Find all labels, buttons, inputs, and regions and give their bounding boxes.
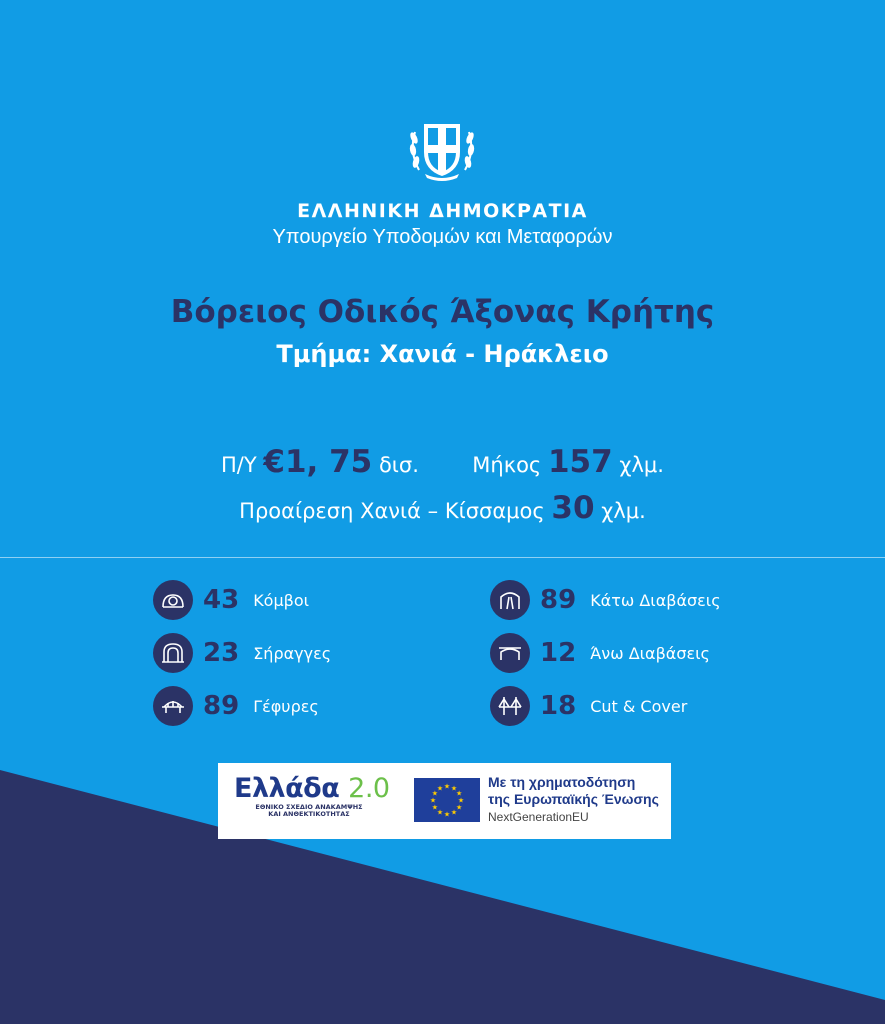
eu-line-2: της Ευρωπαϊκής Ένωσης <box>488 791 659 807</box>
stat-label: Κόμβοι <box>253 590 310 610</box>
eu-line-3: NextGenerationEU <box>488 810 589 824</box>
underpass-icon <box>490 580 530 620</box>
project-title: Βόρειος Οδικός Άξονας Κρήτης <box>170 294 715 330</box>
budget-value: €1, 75 <box>263 444 373 480</box>
budget-length-line <box>0 444 885 480</box>
length-value: 157 <box>547 444 613 480</box>
eu-star: ★ <box>431 803 439 812</box>
bridge-icon <box>153 686 193 726</box>
greece-logo-title: Ελλάδα 2.0 <box>234 773 390 804</box>
greek-coat-of-arms-icon <box>405 112 479 186</box>
extension-unit: χλμ. <box>601 499 646 523</box>
stat-label: Σήραγγες <box>253 643 332 663</box>
junction-icon <box>153 580 193 620</box>
stat-label: Κάτω Διαβάσεις <box>590 590 721 610</box>
stat-tunnels <box>153 633 331 673</box>
tunnel-icon <box>153 633 193 673</box>
eu-flag-icon <box>414 778 480 822</box>
funding-logos <box>218 763 671 839</box>
eu-star: ★ <box>436 808 444 817</box>
republic-title: ΕΛΛΗΝΙΚΗ ΔΗΜΟΚΡΑΤΙΑ <box>297 200 588 222</box>
eu-star: ★ <box>443 782 451 791</box>
stat-number: 12 <box>540 638 577 668</box>
extension-line <box>0 490 885 526</box>
cut-and-cover-icon <box>490 686 530 726</box>
greece-2-0-logo <box>234 773 390 818</box>
stat-label: Cut & Cover <box>590 696 688 716</box>
budget-unit: δισ. <box>378 453 419 477</box>
stat-label: Γέφυρες <box>253 696 319 716</box>
stat-number: 89 <box>203 691 240 721</box>
extension-value: 30 <box>551 490 595 526</box>
stat-underpasses <box>490 580 721 620</box>
greece-logo-subtitle-2: ΚΑΙ ΑΝΘΕΚΤΙΚΟΤΗΤΑΣ <box>268 810 350 818</box>
length-label: Μήκος <box>472 453 542 477</box>
stat-number: 43 <box>203 585 240 615</box>
stat-number: 89 <box>540 585 577 615</box>
eu-star: ★ <box>457 796 465 805</box>
eu-star: ★ <box>455 803 463 812</box>
length-unit: χλμ. <box>619 453 664 477</box>
stat-junctions <box>153 580 309 620</box>
eu-star: ★ <box>450 808 458 817</box>
eu-funding-text <box>488 774 659 826</box>
stat-bridges <box>153 686 319 726</box>
stat-number: 18 <box>540 691 577 721</box>
eu-line-1: Με τη χρηματοδότηση <box>488 774 636 790</box>
divider <box>0 557 885 558</box>
eu-star: ★ <box>429 796 437 805</box>
project-section: Τμήμα: Χανιά - Ηράκλειο <box>276 340 609 368</box>
eu-star: ★ <box>450 784 458 793</box>
stat-label: Άνω Διαβάσεις <box>590 643 710 663</box>
budget-label: Π/Υ <box>221 453 257 477</box>
stat-cut-and-cover <box>490 686 687 726</box>
extension-label: Προαίρεση Χανιά – Κίσσαμος <box>239 499 545 523</box>
greece-logo-subtitle-1: ΕΘΝΙΚΟ ΣΧΕΔΙΟ ΑΝΑΚΑΜΨΗΣ <box>255 803 363 811</box>
eu-star: ★ <box>436 784 444 793</box>
eu-star: ★ <box>443 810 451 819</box>
stat-overpasses <box>490 633 710 673</box>
eu-star: ★ <box>455 789 463 798</box>
ministry-name: Υπουργείο Υποδομών και Μεταφορών <box>272 226 613 248</box>
eu-star: ★ <box>431 789 439 798</box>
overpass-icon <box>490 633 530 673</box>
stat-number: 23 <box>203 638 240 668</box>
